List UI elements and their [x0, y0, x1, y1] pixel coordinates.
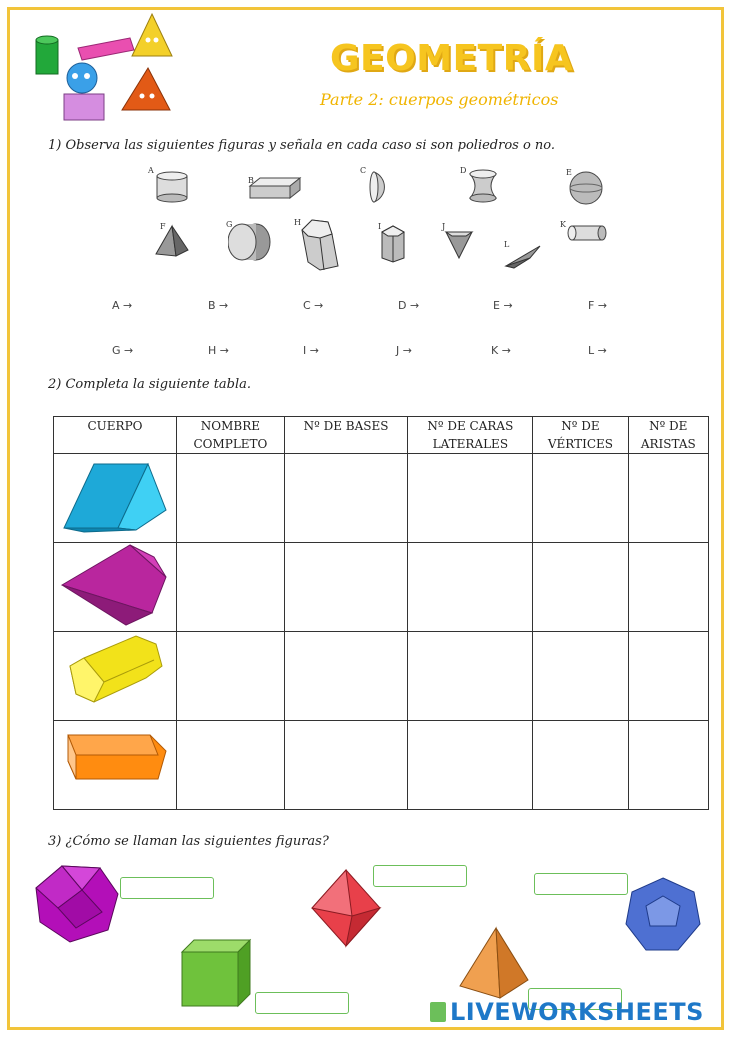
figure-label-i: I [378, 222, 382, 231]
cell-input[interactable] [408, 454, 533, 543]
figure-label-h: H [294, 218, 301, 227]
header-cuerpo: CUERPO [54, 417, 177, 454]
answer-l[interactable]: L → [588, 344, 607, 357]
answer-i[interactable]: I → [303, 344, 319, 357]
answer-d[interactable]: D → [398, 299, 420, 312]
answer-j[interactable]: J → [396, 344, 412, 357]
cell-figure-hexagonal-prism [54, 632, 177, 721]
figure-label-k: K [560, 220, 566, 229]
cell-input[interactable] [408, 543, 533, 632]
triangular-prism-image [54, 454, 174, 538]
figure-c-hemisphere [366, 170, 392, 204]
cell-input[interactable] [533, 454, 628, 543]
icosahedron-image [32, 864, 120, 944]
page-title: GEOMETRÍA [330, 38, 574, 79]
cell-input[interactable] [177, 721, 285, 810]
figure-j-diamond [442, 226, 476, 260]
cell-input[interactable] [177, 454, 285, 543]
cell-input[interactable] [177, 543, 285, 632]
answer-f[interactable]: F → [588, 299, 608, 312]
solids-table [53, 416, 709, 810]
answer-box-cube[interactable] [255, 992, 349, 1014]
figure-label-b: B [248, 176, 254, 185]
figure-b-prism [248, 176, 302, 200]
cell-input[interactable] [284, 632, 408, 721]
cell-input[interactable] [533, 721, 628, 810]
answer-b[interactable]: B → [208, 299, 229, 312]
figure-l-tetra [504, 244, 542, 270]
figure-e-sphere [568, 170, 604, 206]
square-pyramid-image [456, 926, 532, 1002]
figure-g-disc [228, 222, 272, 262]
answer-h[interactable]: H → [208, 344, 229, 357]
header-nombre: NOMBRE COMPLETO [177, 417, 285, 454]
header-aristas: Nº DE ARISTAS [628, 417, 708, 454]
hexagonal-prism-image [54, 632, 174, 716]
figure-d-hyperboloid [466, 168, 500, 204]
logo-icon [430, 1002, 446, 1022]
figure-h-hex-prism [298, 216, 346, 272]
cell-input[interactable] [408, 721, 533, 810]
liveworksheets-logo: LIVEWORKSHEETS [430, 998, 704, 1026]
cell-input[interactable] [177, 632, 285, 721]
pentagonal-prism-image [54, 721, 174, 805]
cell-input[interactable] [628, 543, 708, 632]
question-2: 2) Completa la siguiente tabla. [48, 377, 252, 392]
table-row [54, 454, 709, 543]
cell-input[interactable] [408, 632, 533, 721]
header-bases: Nº DE BASES [284, 417, 408, 454]
figure-label-j: J [442, 222, 446, 231]
answer-c[interactable]: C → [303, 299, 324, 312]
page-subtitle: Parte 2: cuerpos geométricos [320, 90, 559, 109]
answer-g[interactable]: G → [112, 344, 134, 357]
answer-k[interactable]: K → [491, 344, 511, 357]
cell-figure-pentagonal-prism [54, 721, 177, 810]
answer-box-dodecahedron[interactable] [534, 873, 628, 895]
cell-input[interactable] [284, 454, 408, 543]
figure-i-pent-prism [378, 224, 408, 264]
figure-k-cylinder-lying [566, 222, 608, 244]
table-row [54, 543, 709, 632]
figure-label-l: L [504, 240, 510, 249]
answer-e[interactable]: E → [493, 299, 513, 312]
cell-input[interactable] [628, 632, 708, 721]
pentagonal-pyramid-image [54, 543, 174, 627]
figure-label-e: E [566, 168, 572, 177]
cube-image [180, 938, 252, 1008]
cell-input[interactable] [533, 543, 628, 632]
figure-label-c: C [360, 166, 367, 175]
answer-box-icosahedron[interactable] [120, 877, 214, 899]
figure-label-d: D [460, 166, 467, 175]
cell-input[interactable] [628, 454, 708, 543]
mascot-shapes-illustration [30, 12, 190, 124]
cell-input[interactable] [533, 632, 628, 721]
figure-a-cylinder [155, 170, 189, 204]
cell-figure-triangular-prism [54, 454, 177, 543]
cell-input[interactable] [628, 721, 708, 810]
answer-box-octahedron[interactable] [373, 865, 467, 887]
figure-f-pyramid [152, 224, 190, 258]
figure-label-a: A [148, 166, 154, 175]
cell-figure-pyramid [54, 543, 177, 632]
cell-input[interactable] [284, 543, 408, 632]
cell-input[interactable] [284, 721, 408, 810]
figure-label-f: F [160, 222, 166, 231]
table-row [54, 632, 709, 721]
table-header-row [54, 417, 709, 454]
question-3: 3) ¿Cómo se llaman las siguientes figuras? [48, 834, 329, 849]
figure-label-g: G [226, 220, 233, 229]
table-row [54, 721, 709, 810]
answer-a[interactable]: A → [112, 299, 133, 312]
question-1: 1) Observa las siguientes figuras y señala en cada caso si son poliedros o no. [48, 138, 556, 153]
header-vertices: Nº DE VÉRTICES [533, 417, 628, 454]
dodecahedron-image [624, 876, 702, 954]
header-caras: Nº DE CARAS LATERALES [408, 417, 533, 454]
